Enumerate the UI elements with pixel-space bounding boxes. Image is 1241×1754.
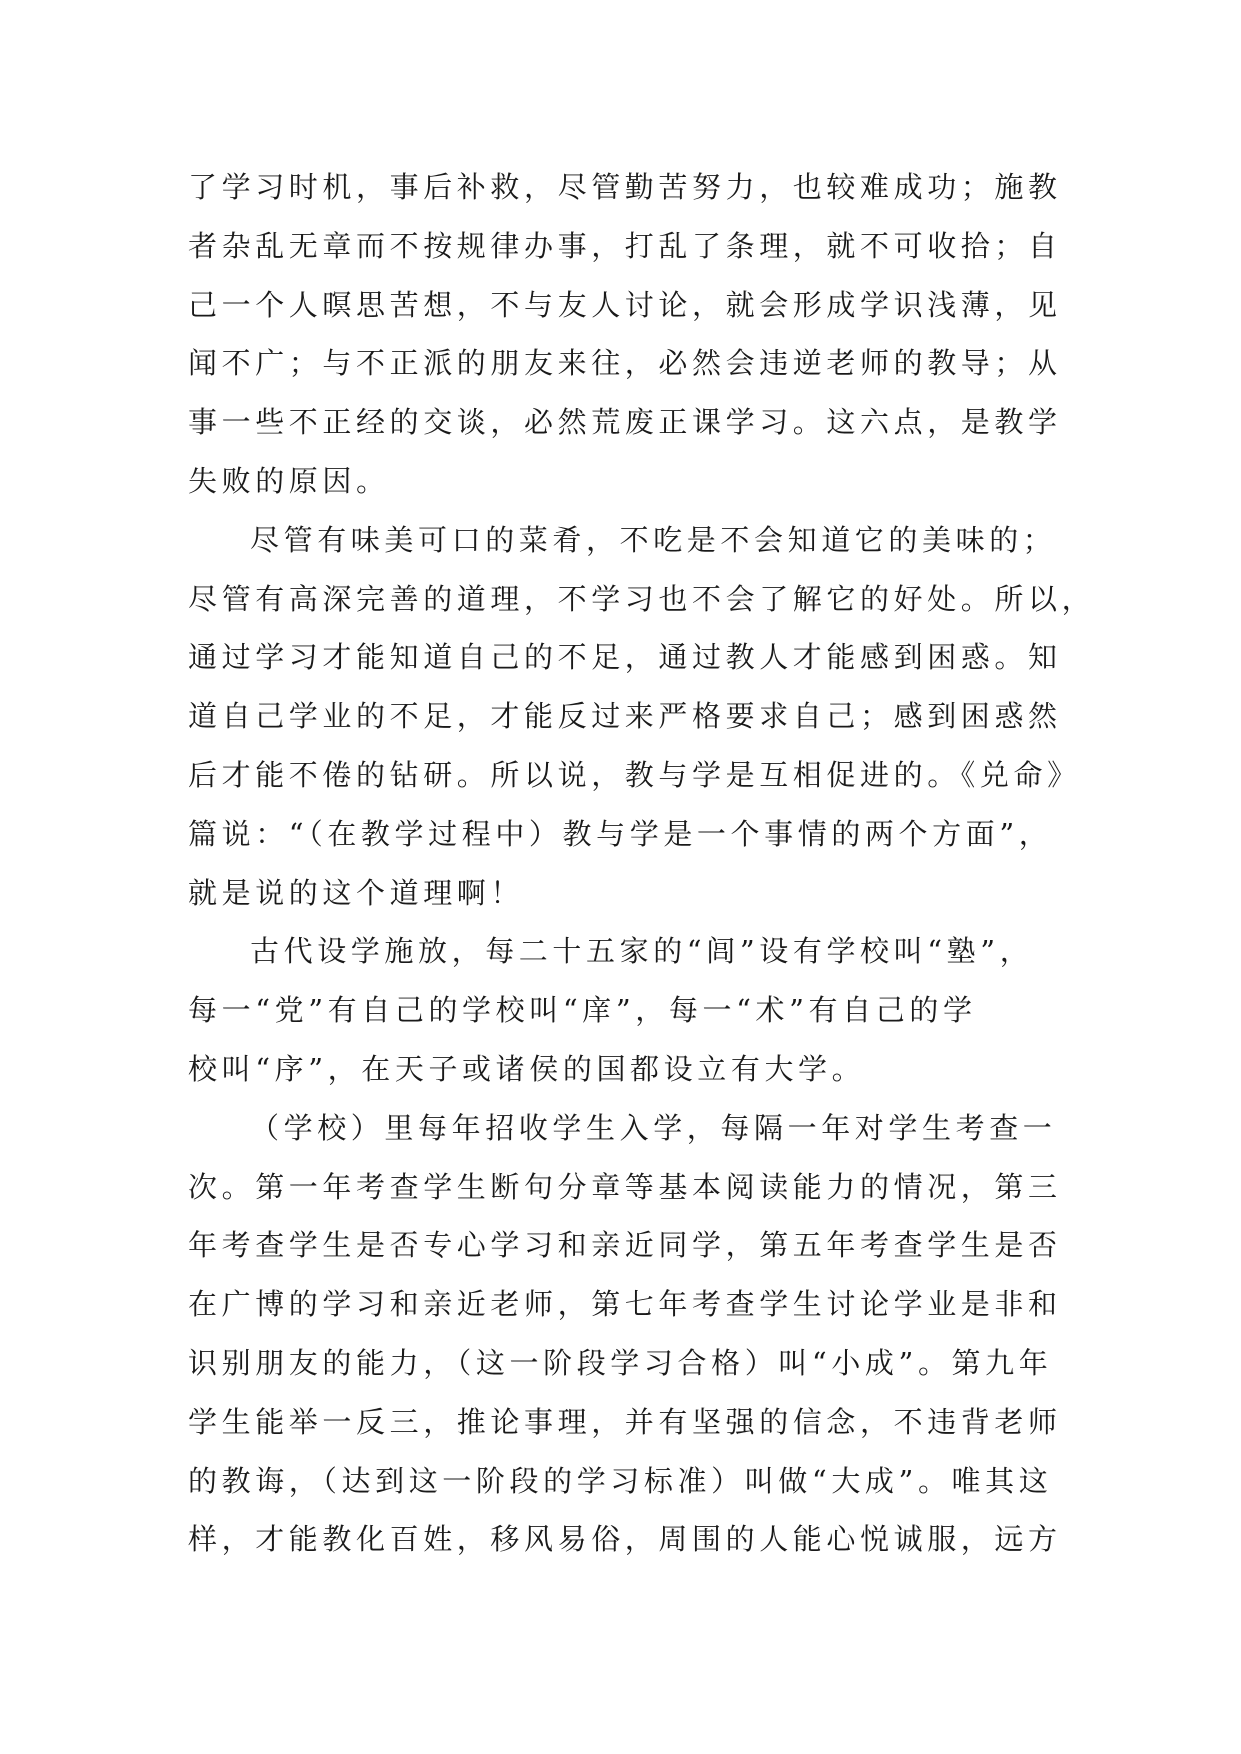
text-line: 闻不广；与不正派的朋友来往，必然会违逆老师的教导；从 <box>188 346 1062 381</box>
text-line: 者杂乱无章而不按规律办事，打乱了条理，就不可收拾；自 <box>188 228 1062 263</box>
text-line: 年考查学生是否专心学习和亲近同学，第五年考查学生是否 <box>188 1228 1062 1263</box>
text-line: 在广博的学习和亲近老师，第七年考查学生讨论学业是非和 <box>188 1287 1062 1322</box>
text-line: 的教诲，（达到这一阶段的学习标准）叫做“大成”。唯其这 <box>188 1463 1053 1498</box>
text-line: 就是说的这个道理啊！ <box>188 875 525 910</box>
text-line: 后才能不倦的钻研。所以说，教与学是互相促进的。《兑命》 <box>188 757 1081 792</box>
text-line: 学生能举一反三，推论事理，并有坚强的信念，不违背老师 <box>188 1404 1062 1439</box>
text-line: 识别朋友的能力，（这一阶段学习合格）叫“小成”。第九年 <box>188 1345 1053 1380</box>
text-line: 每一“党”有自己的学校叫“庠”，每一“术”有自己的学 <box>188 993 977 1028</box>
text-line: 校叫“序”，在天子或诸侯的国都设立有大学。 <box>188 1051 866 1086</box>
text-line: 次。第一年考查学生断句分章等基本阅读能力的情况，第三 <box>188 1169 1062 1204</box>
text-line: 尽管有高深完善的道理，不学习也不会了解它的好处。所以， <box>188 581 1096 616</box>
text-line: 失败的原因。 <box>188 463 390 498</box>
paragraph-first-line: 尽管有味美可口的菜肴，不吃是不会知道它的美味的； <box>250 522 1057 557</box>
text-line: 通过学习才能知道自己的不足，通过教人才能感到困惑。知 <box>188 640 1062 675</box>
paragraph-first-line: 古代设学施放，每二十五家的“闾”设有学校叫“塾”， <box>250 934 1034 969</box>
text-line: 样，才能教化百姓，移风易俗，周围的人能心悦诚服，远方 <box>188 1522 1062 1557</box>
text-line: 了学习时机，事后补救，尽管勤苦努力，也较难成功；施教 <box>188 170 1062 204</box>
text-line: 事一些不正经的交谈，必然荒废正课学习。这六点，是教学 <box>188 405 1062 440</box>
paragraph-first-line: （学校）里每年招收学生入学，每隔一年对学生考查一 <box>250 1110 1057 1145</box>
text-line: 篇说：“（在教学过程中）教与学是一个事情的两个方面”， <box>188 816 1053 851</box>
text-line: 道自己学业的不足，才能反过来严格要求自己；感到困惑然 <box>188 699 1062 734</box>
text-line: 己一个人暝思苦想，不与友人讨论，就会形成学识浅薄，见 <box>188 287 1062 322</box>
document-body <box>188 158 1096 1569</box>
